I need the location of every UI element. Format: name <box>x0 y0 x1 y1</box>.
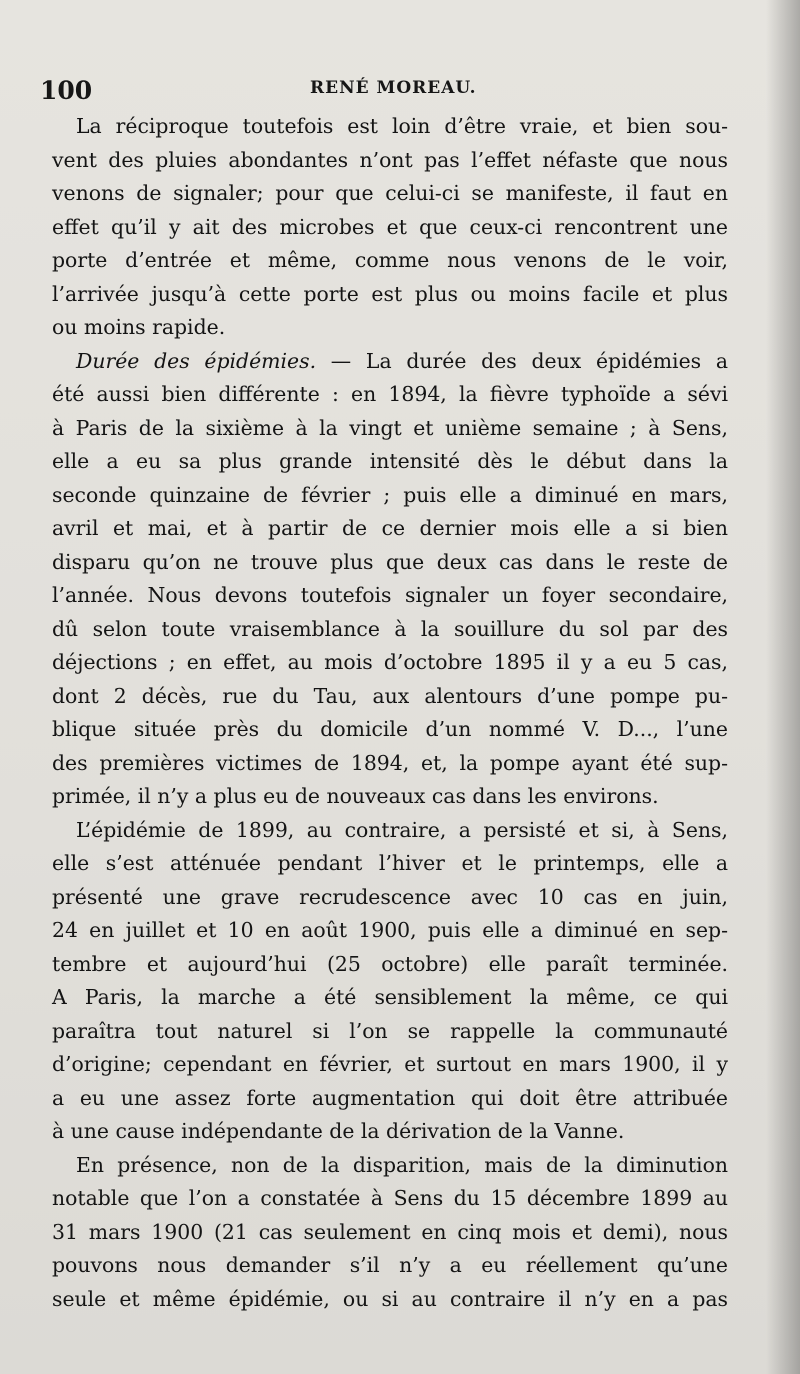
text-line: vent des pluies abondantes n’ont pas l’effet néfaste que nous <box>52 147 728 172</box>
text-line: venons de signaler; pour que celui-ci se manifeste, il faut en <box>52 181 728 205</box>
text-line: l’année. Nous devons toutefois signaler un foyer secondaire, <box>52 583 728 607</box>
text-line: blique située près du domicile d’un nommé V. D..., l’une <box>52 717 728 741</box>
text-line: primée, il n’y a plus eu de nouveaux cas dans les environs. <box>52 784 659 808</box>
text-line: elle s’est atténuée pendant l’hiver et le printemps, elle a <box>52 851 728 875</box>
text-line: des premières victimes de 1894, et, la pompe ayant été sup- <box>52 750 728 775</box>
page-header <box>40 74 740 106</box>
paragraph <box>52 814 728 1149</box>
text-line: 31 mars 1900 (21 cas seulement en cinq mois et demi), nous <box>52 1219 728 1244</box>
text-line-continuation: — La durée des deux épidémies a <box>316 348 729 373</box>
text-line: effet qu’il y ait des microbes et que ceux-ci rencontrent une <box>52 214 728 239</box>
text-line: pouvons nous demander s’il n’y a eu réellement qu’une <box>52 1253 728 1277</box>
text-line: avril et mai, et à partir de ce dernier mois elle a si bien <box>52 516 728 540</box>
text-line: d’origine; cependant en février, et surtout en mars 1900, il y <box>52 1052 728 1076</box>
text-line: dont 2 décès, rue du Tau, aux alentours d’une pompe pu- <box>52 683 728 708</box>
text-line: à une cause indépendante de la dérivation de la Vanne. <box>52 1119 625 1143</box>
text-line: seule et même épidémie, ou si au contraire il n’y en a pas <box>52 1286 728 1311</box>
text-line <box>52 345 728 379</box>
text-line: l’arrivée jusqu’à cette porte est plus ou moins facile et plus <box>52 281 728 306</box>
running-head: RENÉ MOREAU. <box>310 78 477 98</box>
text-line: ou moins rapide. <box>52 315 226 339</box>
text-line: à Paris de la sixième à la vingt et unième semaine ; à Sens, <box>52 415 728 440</box>
text-line: présenté une grave recrudescence avec 10 cas en juin, <box>52 884 728 909</box>
page-number: 100 <box>40 76 93 105</box>
paragraph <box>52 110 728 345</box>
text-line: seconde quinzaine de février ; puis elle a diminué en mars, <box>52 482 728 507</box>
text-line: En présence, non de la disparition, mais de la diminution <box>76 1152 728 1177</box>
text-line: notable que l’on a constatée à Sens du 15 décembre 1899 au <box>52 1186 728 1210</box>
body-text <box>52 110 728 1316</box>
text-line: paraîtra tout naturel si l’on se rappelle la communauté <box>52 1018 728 1043</box>
text-line: L’épidémie de 1899, au contraire, a persisté et si, à Sens, <box>76 817 728 842</box>
text-line: a eu une assez forte augmentation qui doit être attribuée <box>52 1085 728 1110</box>
text-line: été aussi bien différente : en 1894, la fièvre typhoïde a sévi <box>52 382 728 406</box>
paragraph <box>52 345 728 814</box>
text-line: porte d’entrée et même, comme nous venons de le voir, <box>52 248 728 272</box>
section-heading: Durée des épidémies. <box>76 348 317 373</box>
text-line: La réciproque toutefois est loin d’être vraie, et bien sou- <box>76 114 728 138</box>
text-line: tembre et aujourd’hui (25 octobre) elle paraît terminée. <box>52 951 728 976</box>
text-line: 24 en juillet et 10 en août 1900, puis elle a diminué en sep- <box>52 918 728 942</box>
text-line: déjections ; en effet, au mois d’octobre 1895 il y a eu 5 cas, <box>52 650 728 674</box>
text-line: A Paris, la marche a été sensiblement la même, ce qui <box>52 985 728 1009</box>
text-line: disparu qu’on ne trouve plus que deux cas dans le reste de <box>52 549 728 574</box>
paragraph <box>52 1149 728 1317</box>
text-line: dû selon toute vraisemblance à la souillure du sol par des <box>52 616 728 641</box>
text-line: elle a eu sa plus grande intensité dès le début dans la <box>52 449 728 473</box>
